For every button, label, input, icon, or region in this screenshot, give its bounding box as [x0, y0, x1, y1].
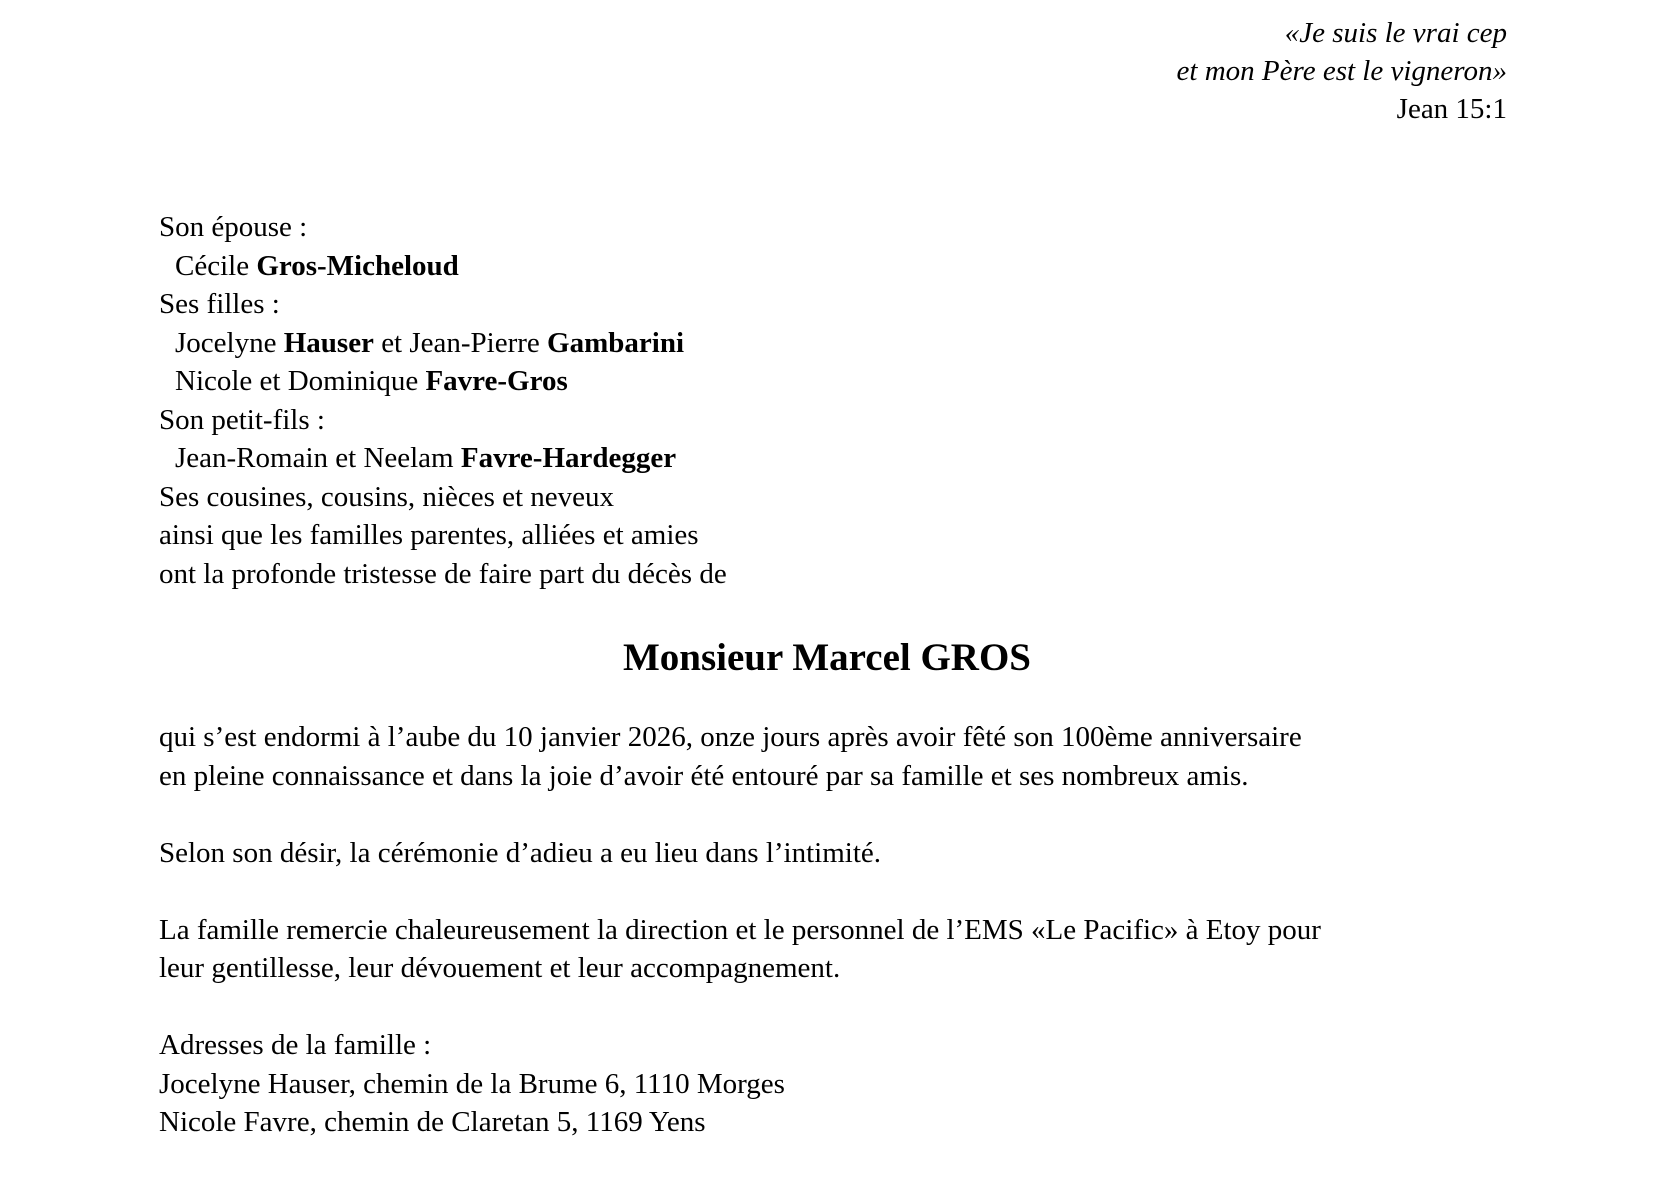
paragraph-passing	[159, 718, 1519, 795]
daughter-2-first: Nicole et Dominique	[175, 365, 426, 397]
deceased-name: Monsieur Marcel GROS	[622, 636, 1031, 679]
notice-body	[159, 718, 1519, 1180]
daughter-2-name	[159, 362, 1519, 401]
daughter-1-name	[159, 324, 1519, 363]
epigraph-line-2: et mon Père est le vigneron»	[1176, 55, 1507, 87]
daughter-1-and: et Jean-Pierre	[373, 326, 548, 359]
spouse-last-name: Gros-Micheloud	[256, 249, 459, 282]
relatives-line: Ses cousines, cousins, nièces et neveux	[159, 480, 615, 513]
address-1: Jocelyne Hauser, chemin de la Brume 6, 1110 Morges	[159, 1067, 785, 1100]
grandson-last: Favre-Hardegger	[460, 442, 677, 474]
paragraph-passing-line-1: qui s’est endormi à l’aube du 10 janvier 2026, onze jours après avoir fêté son 100ème anniversaire	[159, 721, 1302, 753]
paragraph-thanks-line-1: La famille remercie chaleureusement la direction et le personnel de l’EMS «Le Pacific» à Etoy pour	[159, 913, 1321, 946]
epigraph	[1177, 14, 1507, 128]
grandson-first: Jean-Romain et Neelam	[175, 442, 461, 474]
epigraph-line-1: «Je suis le vrai cep	[1284, 17, 1507, 49]
paragraph-passing-line-2: en pleine connaissance et dans la joie d’avoir été entouré par sa famille et ses nombreux amis.	[159, 759, 1249, 792]
addresses-label: Adresses de la famille :	[159, 1029, 432, 1061]
address-2: Nicole Favre, chemin de Claretan 5, 1169 Yens	[159, 1106, 706, 1138]
daughters-label: Ses filles :	[159, 288, 280, 320]
grandson-name	[159, 439, 1519, 478]
paragraph-ceremony	[159, 834, 1519, 873]
grandson-label: Son petit-fils :	[159, 403, 325, 436]
daughter-1-first: Jocelyne	[175, 326, 284, 359]
daughter-1-partner-last: Gambarini	[547, 326, 685, 359]
spouse-label: Son épouse :	[159, 211, 308, 243]
spouse-first-name: Cécile	[175, 249, 257, 282]
epigraph-reference: Jean 15:1	[1396, 93, 1507, 125]
paragraph-thanks	[159, 911, 1519, 988]
paragraph-ceremony-line-1: Selon son désir, la cérémonie d’adieu a eu lieu dans l’intimité.	[159, 836, 882, 869]
spouse-name	[159, 247, 1519, 286]
daughter-1-last: Hauser	[283, 326, 374, 359]
paragraph-thanks-line-2: leur gentillesse, leur dévouement et leur accompagnement.	[159, 952, 841, 984]
family-addresses	[159, 1026, 1519, 1142]
family-list	[159, 208, 1519, 593]
allied-families-line: ainsi que les familles parentes, alliées et amies	[159, 519, 699, 551]
announcement-line: ont la profonde tristesse de faire part du décès de	[159, 557, 727, 590]
daughter-2-last: Favre-Gros	[425, 365, 568, 397]
